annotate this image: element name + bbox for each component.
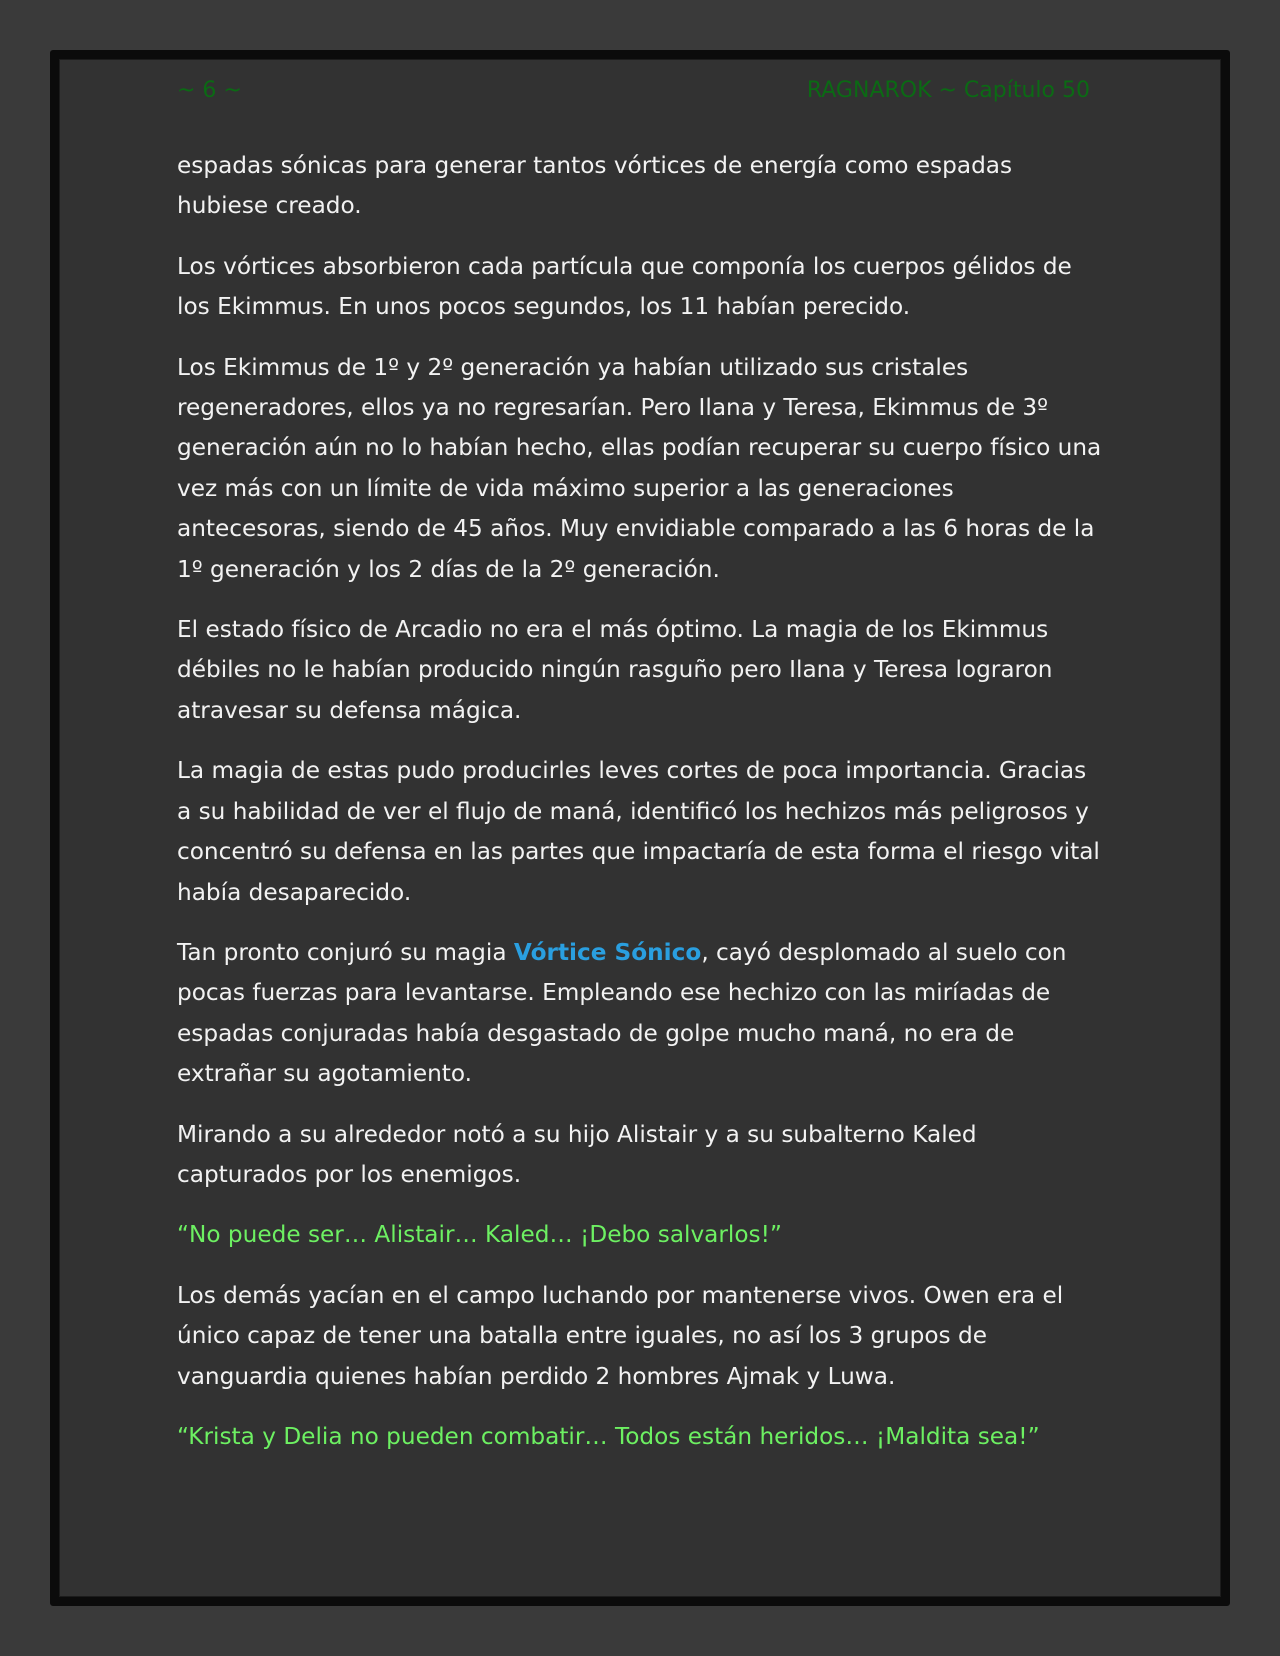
page-number: ~ 6 ~ bbox=[177, 78, 242, 103]
spell-paragraph bbox=[177, 933, 1107, 1095]
dialogue-line: “Krista y Delia no pueden combatir… Todos están heridos… ¡Maldita sea!” bbox=[177, 1422, 1040, 1450]
paragraph: El estado físico de Arcadio no era el más óptimo. La magia de los Ekimmus débiles no le habían producido ningún rasguño pero Ilana y Teresa lograron atravesar su defensa mágica. bbox=[177, 616, 1053, 724]
paragraph: Los Ekimmus de 1º y 2º generación ya habían utilizado sus cristales regeneradores, ellos ya no regresarían. Pero Ilana y Teresa, Ekimmus de 3º generación aún no lo habían hecho, ellas podían recuperar su cuerpo físico una vez más con un límite de vida máximo superior a las generaciones antecesoras, siendo de 45 años. Muy envidiable comparado a las 6 horas de la 1º generación y los 2 días de la 2º generación. bbox=[177, 353, 1102, 583]
spell-paragraph-end: , cayó desplomado al suelo con pocas fuerzas para levantarse. Empleando ese hechizo con las miríadas de espadas conjuradas había desgastado de golpe mucho maná, no era de extrañar su agotamiento. bbox=[177, 938, 1067, 1088]
running-title: RAGNAROK ~ Capítulo 50 bbox=[806, 78, 1090, 103]
paragraph: espadas sónicas para generar tantos vórtices de energía como espadas hubiese creado. bbox=[177, 152, 1013, 220]
paragraph: Mirando a su alrededor notó a su hijo Alistair y a su subalterno Kaled capturados por los enemigos. bbox=[177, 1120, 977, 1188]
paragraph: Los vórtices absorbieron cada partícula que componía los cuerpos gélidos de los Ekimmus. En unos pocos segundos, los 11 habían perecido. bbox=[177, 252, 1072, 321]
page-header bbox=[177, 78, 1090, 110]
chapter-body bbox=[177, 146, 1107, 1477]
spell-paragraph-start: Tan pronto conjuró su magia bbox=[177, 938, 514, 966]
dialogue-line: “No puede ser… Alistair… Kaled… ¡Debo salvarlos!” bbox=[177, 1221, 782, 1249]
spell-name: Vórtice Sónico bbox=[513, 938, 702, 966]
paragraph: La magia de estas pudo producirles leves cortes de poca importancia. Gracias a su habilidad de ver el flujo de maná, identificó los hechizos más peligrosos y concentró su defensa en las partes que impactaría de esta forma el riesgo vital había desaparecido. bbox=[177, 757, 1100, 906]
paragraph: Los demás yacían en el campo luchando por mantenerse vivos. Owen era el único capaz de tener una batalla entre iguales, no así los 3 grupos de vanguardia quienes habían perdido 2 hombres Ajmak y Luwa. bbox=[177, 1281, 1064, 1390]
